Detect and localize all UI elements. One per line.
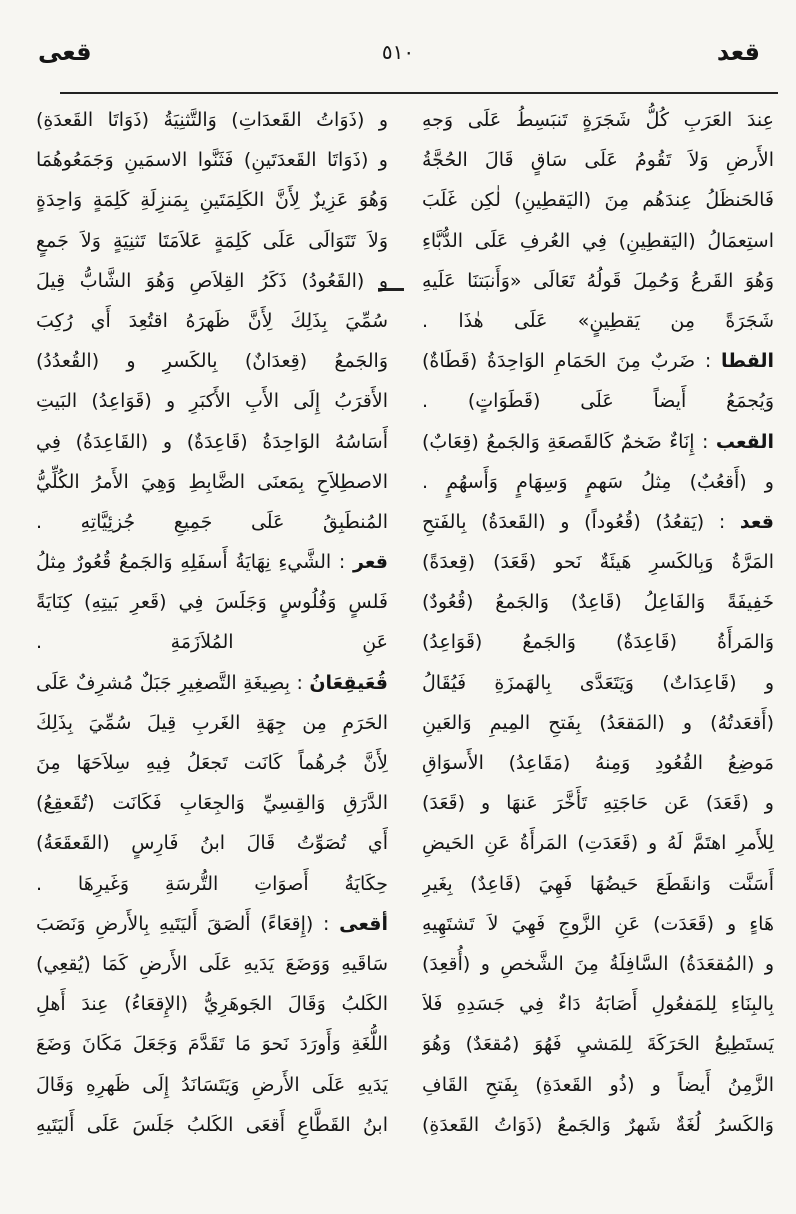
line-text: عَنِ المُلاَزَمَةِ . [36,631,388,654]
line-text: و (ذَوَاتُ القَعدَاتِ) وَالتَّثنِيَةُ (ذَوَاتَا القَعدَةِ) [36,109,388,131]
entry-headword: القطا [721,350,774,373]
line-text: الكَلبُ وَقَالَ الجَوهَرِيُّ (الإِقعَاءُ) عِندَ أَهلِ [36,993,388,1016]
text-line [36,582,388,622]
text-line [422,1024,774,1064]
text-line [422,703,774,743]
text-line [36,462,388,502]
text-line [36,381,388,421]
text-line [36,221,388,261]
text-line [422,422,774,462]
line-text: وَهُوَ القَرعُ وَحُمِلَ قَولُهُ تَعَالَى «وَأَنبَتنَا عَلَيهِ [422,269,774,292]
text-line [36,622,388,662]
line-text: سَاقَيهِ وَوَضَعَ يَدَيهِ عَلَى الأَرضِ كَمَا (يُقعِي) [36,952,388,975]
line-text: عِندَ العَرَبِ كُلُّ شَجَرَةٍ تَنبَسِطُ عَلَى وَجهِ [422,109,774,131]
text-line [36,502,388,542]
line-text: وَالمَرأَةُ (قَاعِدَةٌ) وَالجَمعُ (قَوَاعِدُ) [422,631,774,654]
text-line [36,100,388,140]
text-line [36,944,388,984]
line-text: وَلاَ تَتَوَالَى عَلَى كَلِمَةٍ عَلاَمَتَا تَثنِيَةٍ وَلاَ جَمعٍ [36,229,388,252]
line-text: المُنطَبِقُ عَلَى جَمِيعِ جُزئِيَّاتِهِ . [36,510,388,533]
text-line [422,1065,774,1105]
line-text: سُمِّيَ بِذَلِكَ لِأَنَّ ظَهرَهُ اقتُعِدَ أَي رُكِبَ [36,309,388,332]
line-text: وَيُجمَعُ أَيضاً عَلَى (قَطَوَاتٍ) . [422,390,774,413]
guide-word-right: قعد [716,38,760,66]
line-text: أَسَنَّت وَانقَطَعَ حَيضُهَا فَهِيَ (قَاعِدٌ) بِغَيرِ [422,872,774,895]
text-line [422,502,774,542]
line-text: فَالحَنظَلُ عِندَهُم مِنَ (اليَقطِينِ) لٰكِن غَلَبَ [422,189,774,212]
text-line [36,703,388,743]
text-line [36,864,388,904]
line-text: الأَرضِ وَلاَ تَقُومُ عَلَى سَاقٍ قَالَ الحُجَّةُ [422,149,774,172]
text-line [422,864,774,904]
text-line [36,341,388,381]
page-number: ٥١٠ [381,40,415,64]
line-text: استِعمَالُ (اليَقطِينِ) فِي العُرفِ عَلَى الدُّبَّاءِ [422,229,774,252]
left-column [36,100,388,1145]
entry-headword: قُعَيقِعَانُ [309,671,388,694]
line-text: لِلأَمرِ اهتَمَّ لَهُ و (قَعَدَتِ) المَرأَةُ عَنِ الحَيضِ [422,832,774,855]
line-text: يَستَطِيعُ الحَرَكَةَ لِلمَشيِ فَهُوَ (مُقعَدٌ) وَهُوَ [422,1033,774,1056]
text-line [36,180,388,220]
text-line [422,221,774,261]
text-line [422,261,774,301]
line-text: و (أَقعُبٌ) مِثلُ سَهمٍ وَسِهَامٍ وَأَسهُمٍ . [422,470,774,493]
text-line [422,100,774,140]
text-line [422,341,774,381]
text-line [36,301,388,341]
text-line [422,582,774,622]
text-line [36,984,388,1024]
line-text: : (يَقعُدُ) (قُعُوداً) و (القَعدَةُ) بِالفَتحِ [422,510,726,533]
text-line [422,743,774,783]
right-column [422,100,774,1145]
line-text: وَهُوَ عَزِيزٌ لِأَنَّ الكَلِمَتَينِ بِمَنزِلَةِ كَلِمَةٍ وَاحِدَةٍ [36,189,388,212]
text-line [422,622,774,662]
line-text: وَالجَمعُ (قِعدَانٌ) بِالكَسرِ و (القُعدُدُ) [36,350,388,373]
header-rule [60,92,778,94]
text-line [36,422,388,462]
text-line [422,1105,774,1145]
line-text: هَاءٍ و (قَعَدَت) عَنِ الزَّوجِ فَهِيَ لاَ تَشتَهِيهِ [422,912,774,935]
line-text: الدَّرَقِ وَالقِسِيِّ وَالجِعَابِ فَكَانَت (تُقَعقِعُ) [36,792,388,815]
line-text: أَي تُصَوِّتُ قَالَ ابنُ فَارِسٍ (القَعقَعَةُ) [36,832,388,855]
line-text: فَلسٍ وَفُلُوسٍ وَجَلَسَ فِي (قَعرِ بَيتِهِ) كِنَايَةً [36,591,388,614]
text-line [36,1024,388,1064]
text-line [36,904,388,944]
line-text: و (المُقعَدَةُ) السَّافِلَةُ مِنَ الشَّخصِ و (أُقعِدَ) [422,952,774,975]
line-text: مَوضِعُ القُعُودِ وَمِنهُ (مَقَاعِدُ) الأَسوَاقِ [422,752,774,774]
entry-headword: قعد [739,510,774,533]
text-line [422,783,774,823]
line-text: وَالكَسرُ لُغَةٌ شَهرٌ وَالجَمعُ (ذَوَاتُ القَعدَةِ) [422,1113,774,1136]
text-line [422,180,774,220]
text-line [36,261,388,301]
line-text: : بِصِيغَةِ التَّصغِيرِ جَبَلٌ مُشرِفٌ عَلَى [36,671,303,694]
line-text: و (قَاعِدَاتٌ) وَيَتَعَدَّى بِالهَمزَةِ فَيُقَالُ [422,671,774,694]
line-text: الحَرَمِ مِن جِهَةِ الغَربِ قِيلَ سُمِّيَ بِذَلِكَ [36,711,388,734]
line-text: لِأَنَّ جُرهُماً كَانَت تَجعَلُ فِيهِ سِلاَحَهَا مِنَ [36,752,388,774]
text-line [36,743,388,783]
text-line [36,542,388,582]
line-text: و (القَعُودُ) ذَكَرُ القِلاَصِ وَهُوَ الشَّابُّ قِيلَ [36,269,388,292]
line-text: : إِنَاءٌ ضَخمٌ كَالقَصعَةِ وَالجَمعُ (قِعَابٌ) [422,430,709,453]
text-line [422,944,774,984]
line-text: اللُّغَةِ وَأَورَدَ نَحوَ مَا تَقَدَّمَ وَجَعَلَ مَكَانَ وَضَعَ [36,1033,388,1056]
line-text: بِالبِنَاءِ لِلمَفعُولِ أَصَابَهُ دَاءٌ فِي جَسَدِهِ فَلاَ [422,993,774,1016]
line-text: ابنُ القَطَّاعِ أَقعَى الكَلبُ جَلَسَ عَلَى أَليَتَيهِ [36,1113,388,1136]
line-text: : ضَربٌ مِنَ الحَمَامِ الوَاحِدَةُ (قَطَاةٌ) [422,350,712,373]
line-text: شَجَرَةً مِن يَقطِينٍ» عَلَى هٰذَا . [422,309,774,332]
line-text: يَدَيهِ عَلَى الأَرضِ وَيَتَسَانَدُ إِلَى ظَهرِهِ وَقَالَ [36,1073,388,1096]
line-text: و (ذَوَاتَا القَعدَتَينِ) فَثَنَّوا الاسمَينِ وَجَمَعُوهُمَا [36,149,388,172]
line-text: حِكَايَةُ أَصوَاتِ التُّرسَةِ وَغَيرِهَا . [36,872,388,895]
text-line [422,301,774,341]
line-text: (أَقعَدتُهُ) و (المَقعَدُ) بِفَتحِ المِيمِ وَالعَينِ [422,711,774,734]
entry-headword: أقعى [339,912,388,935]
text-line [36,140,388,180]
text-line [422,140,774,180]
text-line [36,823,388,863]
text-line [422,663,774,703]
text-line [422,984,774,1024]
text-line [36,783,388,823]
guide-word-left: قعى [38,38,92,66]
line-text: : الشَّيءِ نِهَايَةُ أَسفَلِهِ وَالجَمعُ قُعُورٌ مِثلُ [36,551,346,574]
line-text: الأَقرَبُ إِلَى الأَبِ الأَكبَرِ و (قَوَاعِدُ) البَيتِ [36,390,388,413]
text-line [422,823,774,863]
text-line [36,1105,388,1145]
line-text: و (قَعَدَ) عَن حَاجَتِهِ تَأَخَّرَ عَنهَا و (قَعَدَ) [422,792,774,815]
entry-headword: قعر [353,551,388,574]
page-header [28,34,768,84]
line-text: : (إِقعَاءً) أَلصَقَ أَليَتَيهِ بِالأَرضِ وَنَصَبَ [36,912,330,935]
line-text: أَسَاسُهُ الوَاحِدَةُ (قَاعِدَةٌ) و (القَاعِدَةُ) فِي [36,430,388,453]
line-text: الاصطِلاَحِ بِمَعنَى الضَّابِطِ وَهِيَ الأَمرُ الكُلِّيُّ [36,470,388,493]
text-line [422,462,774,502]
line-text: المَرَّةُ وَبِالكَسرِ هَيئَةٌ نَحو (قَعَدَ) (قِعدَةً) [422,551,774,574]
text-line [36,663,388,703]
text-line [422,542,774,582]
line-text: خَفِيفَةً وَالفَاعِلُ (قَاعِدٌ) وَالجَمعُ (قُعُودٌ) [422,591,774,614]
text-line [422,381,774,421]
text-line [422,904,774,944]
text-line [36,1065,388,1105]
entry-headword: القعب [715,430,774,453]
line-text: الزَّمِنُ أَيضاً و (ذُو القَعدَةِ) بِفَتحِ القَافِ [422,1073,774,1096]
